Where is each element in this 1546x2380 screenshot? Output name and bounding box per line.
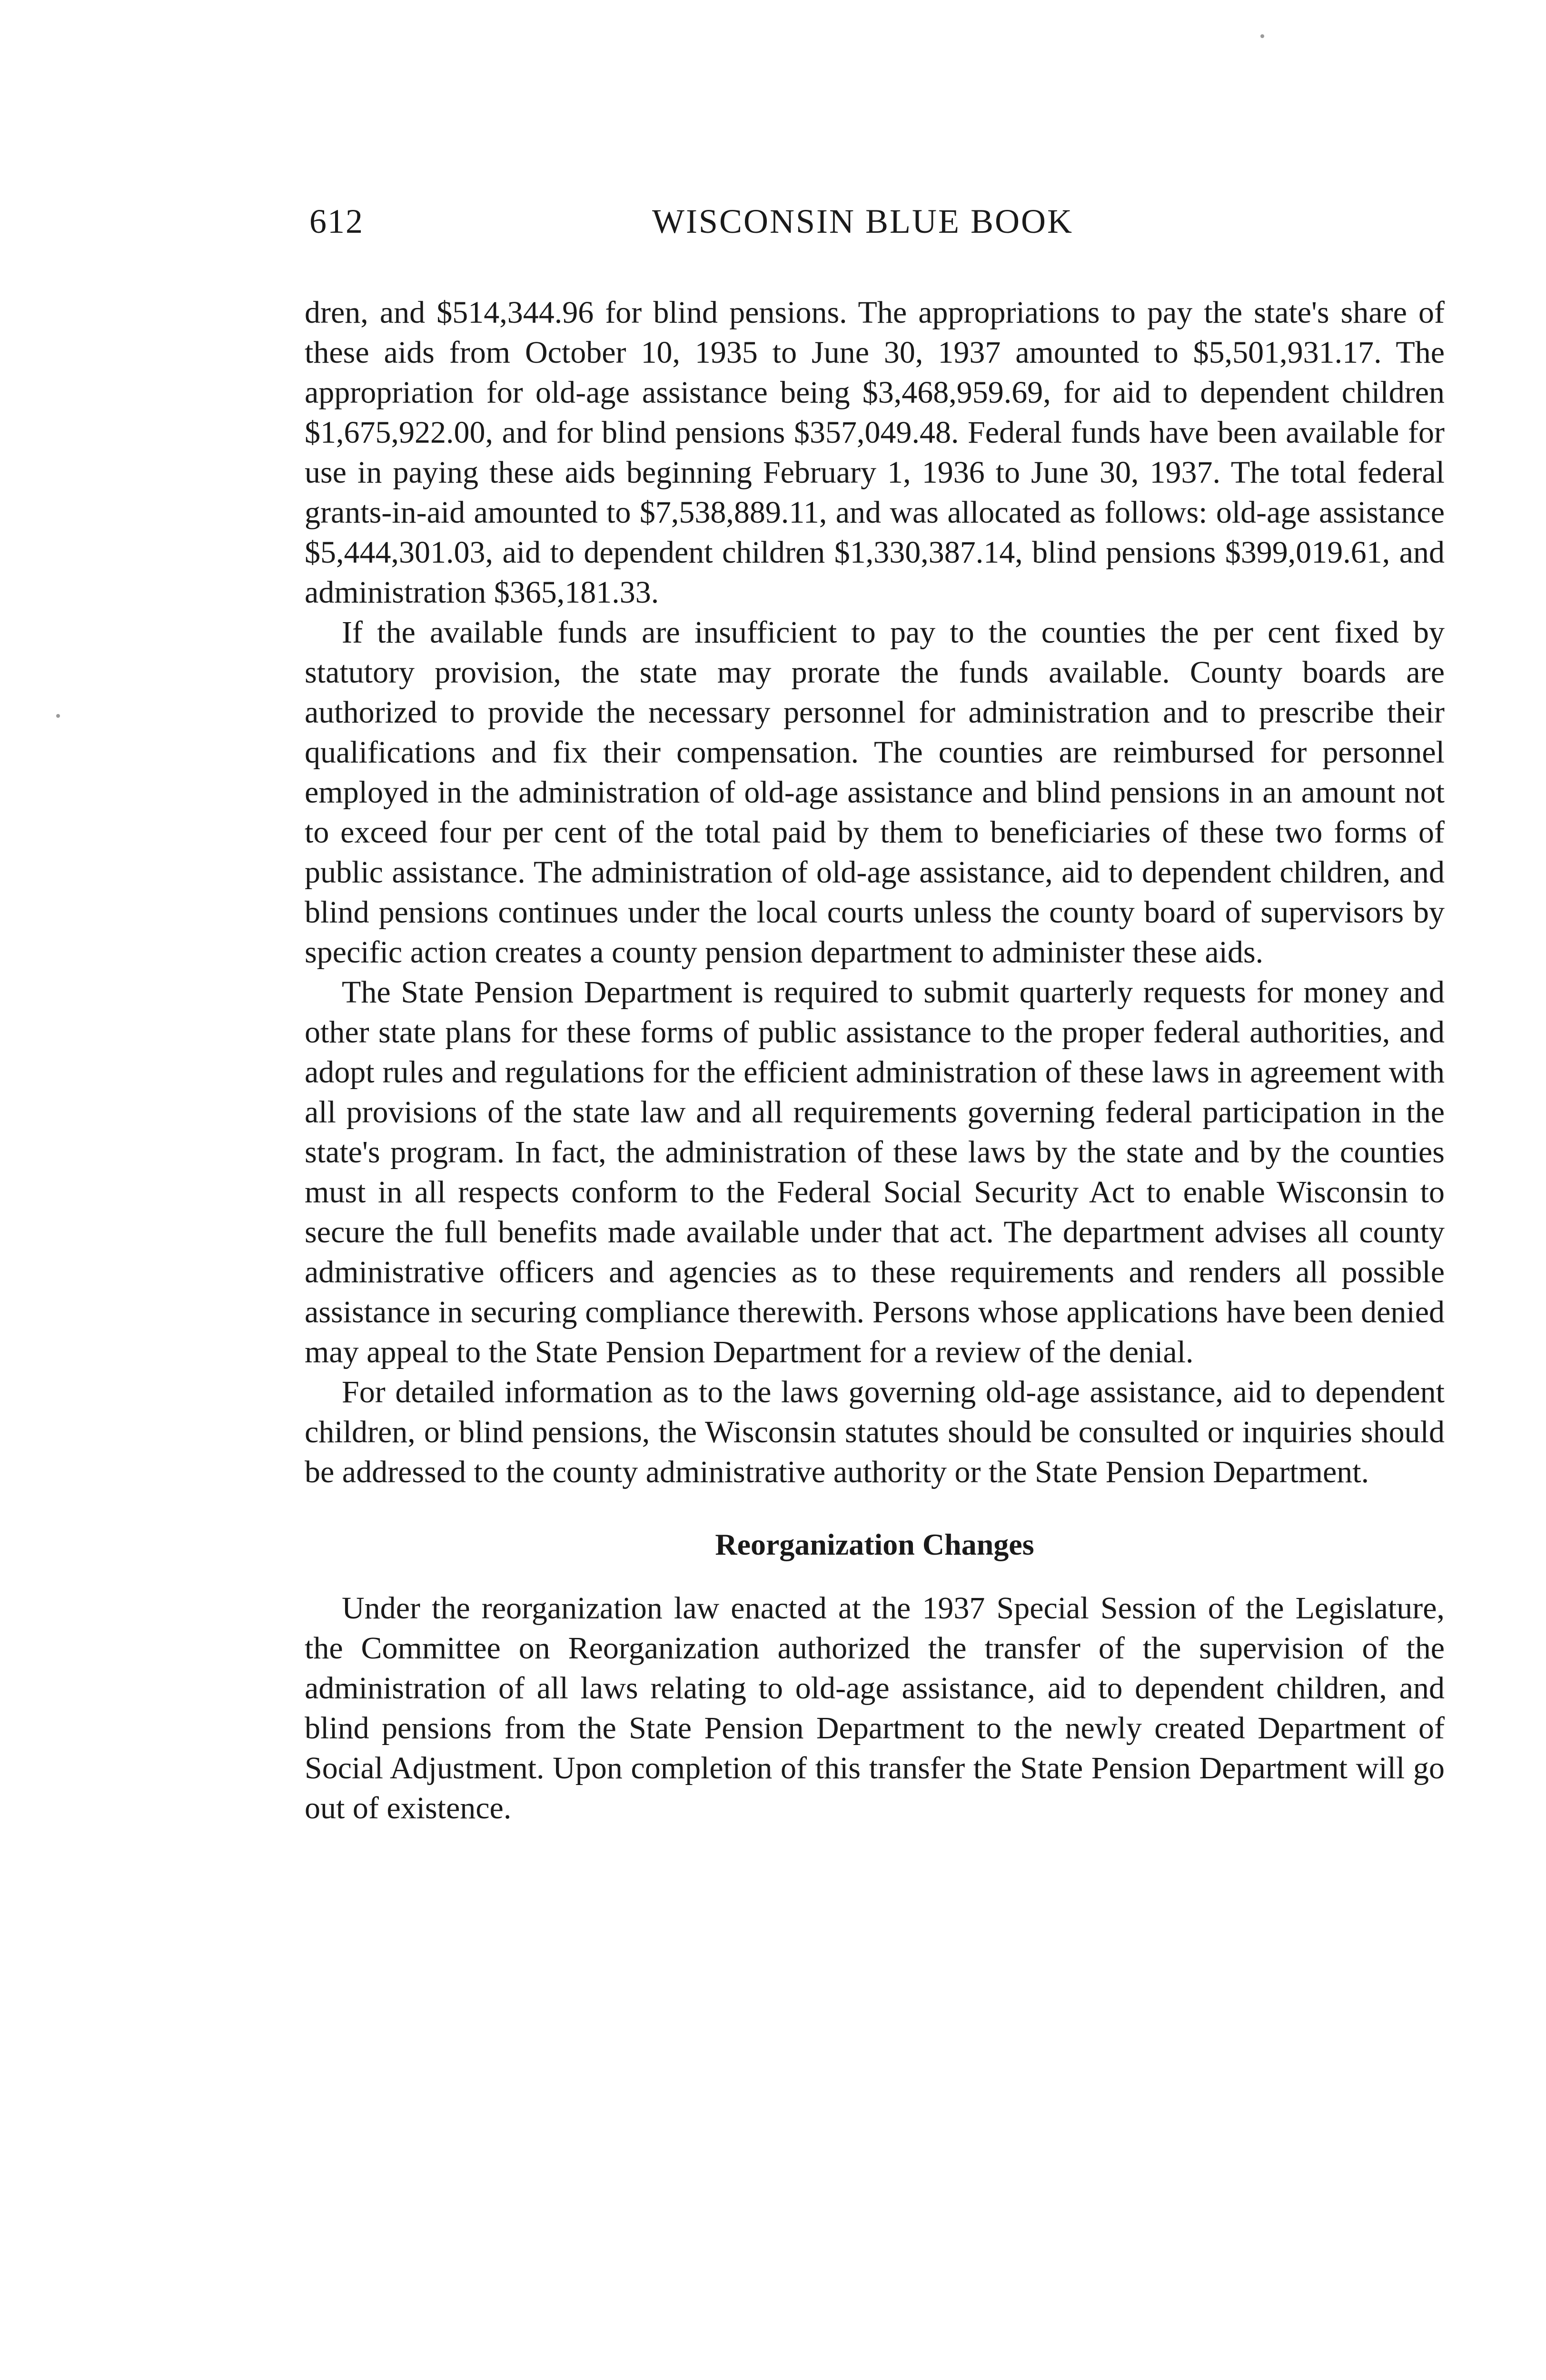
paragraph-continued: dren, and $514,344.96 for blind pensions. The appropriations to pay the state's share of these aids from October 10, 1935 to June 30, 1937 amounted to $5,501,931.17. The appropriation for old-age assistance being $3,468,959.69, for aid to dependent children $1,675,922.00, and for blind pensions $357,049.48. Federal funds have been available for use in paying these aids beginning February 1, 1936 to June 30, 1937. The total federal grants-in-aid amounted to $7,538,889.11, and was allocated as follows: old-age assistance $5,444,301.03, aid to dependent children $1,330,387.14, blind pensions $399,019.61, and administration $365,181.33. bbox=[305, 295, 1445, 610]
running-head bbox=[309, 195, 1442, 248]
paragraph-department-duties: The State Pension Department is required to submit quarterly requests for money and other state plans for these forms of public assistance to the proper federal authorities, and adopt rules and regulations for the efficient administration of these laws in agreement with all provisions of the state law and all requirements governing federal participation in the state's program. In fact, the administration of these laws by the state and by the counties must in all respects conform to the Federal Social Security Act to enable Wisconsin to secure the full benefits made available under that act. The department advises all county administrative officers and agencies as to these requirements and renders all possible assistance in securing compliance therewith. Persons whose applications have been denied may appeal to the State Pension Department for a review of the denial. bbox=[305, 975, 1445, 1369]
scan-speck bbox=[56, 714, 60, 718]
page-number: 612 bbox=[309, 202, 364, 240]
paragraph-reorganization: Under the reorganization law enacted at the 1937 Special Session of the Legislature, the Committee on Reorganization authorized the transfer of the supervision of the administration of all laws relating to old-age assistance, aid to dependent children, and blind pensions from the State Pension Department to the newly created Department of Social Adjustment. Upon completion of this transfer the State Pension Department will go out of existence. bbox=[305, 1591, 1445, 1825]
book-title: WISCONSIN BLUE BOOK bbox=[652, 202, 1073, 240]
paragraph-further-information: For detailed information as to the laws governing old-age assistance, aid to dependent children, or blind pensions, the Wisconsin statutes should be consulted or inquiries should be addressed to the county administrative authority or the State Pension Department. bbox=[305, 1375, 1445, 1489]
scan-speck bbox=[1260, 34, 1264, 38]
section-heading: Reorganization Changes bbox=[715, 1527, 1034, 1561]
paragraph-funding: If the available funds are insufficient to pay to the counties the per cent fixed by statutory provision, the state may prorate the funds available. County boards are authorized to provide the necessary personnel for administration and to prescribe their qualifications and fix their compensation. The counties are reimbursed for personnel employed in the administration of old-age assistance and blind pensions in an amount not to exceed four per cent of the total paid by them to beneficiaries of these two forms of public assistance. The administration of old-age assistance, aid to dependent children, and blind pensions continues under the local courts unless the county board of supervisors by specific action creates a county pension department to administer these aids. bbox=[305, 615, 1445, 970]
body-text bbox=[305, 293, 1445, 1828]
